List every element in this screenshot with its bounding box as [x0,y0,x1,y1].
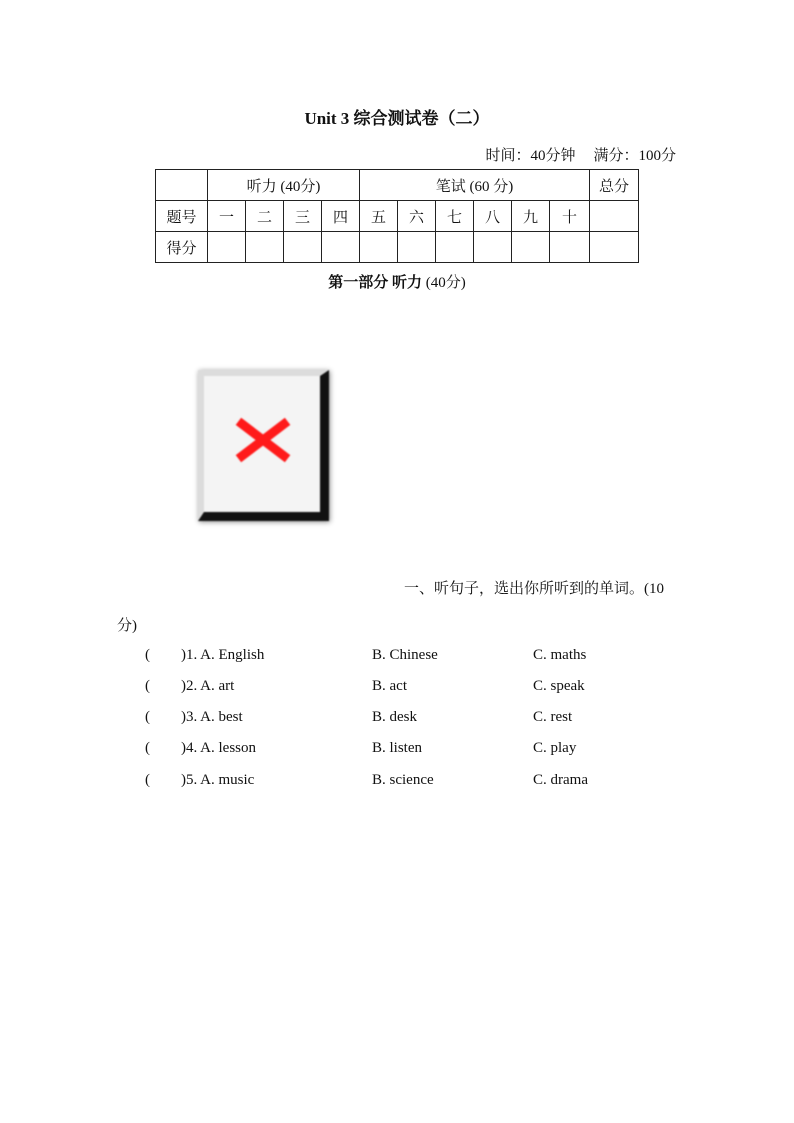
option-b: B. desk [372,709,417,725]
question-number-cell: 三 [284,201,322,232]
question-number-cell: 七 [436,201,474,232]
answer-blank-open: ( [145,772,150,788]
option-a: )3. A. best [181,709,243,725]
score-row [156,232,639,263]
total-header: 总分 [590,170,639,201]
answer-blank-open: ( [145,709,150,725]
option-b: B. listen [372,740,423,756]
question-number-cell: 八 [474,201,512,232]
section-one-instruction: 一、听句子，选出你所听到的单词。(10 [404,581,664,597]
option-c: C. rest [533,709,573,725]
listening-header: 听力 (40分) [208,170,360,201]
page-title: Unit 3 综合测试卷（二） [304,109,490,128]
question-number-cell: 六 [398,201,436,232]
answer-blank-open: ( [145,647,150,663]
score-cell [208,232,246,263]
score-cell [474,232,512,263]
part-one-points: (40分) [422,275,466,291]
option-a: )5. A. music [181,772,255,788]
exam-meta [485,144,676,165]
question-row [0,678,794,700]
section-one-instruction-continued: 分) [117,618,137,634]
score-cell [550,232,590,263]
question-number-cell: 二 [246,201,284,232]
answer-blank-open: ( [145,740,150,756]
score-label: 得分 [156,232,208,263]
question-row [0,772,794,794]
score-table-header-row [156,170,639,201]
option-c: C. drama [533,772,588,788]
option-c: C. maths [533,647,587,663]
question-row [0,740,794,762]
question-number-cell: 十 [550,201,590,232]
question-row [0,709,794,731]
question-number-cell: 一 [208,201,246,232]
time-limit: 时间：40分钟 [485,148,576,164]
score-cell [398,232,436,263]
score-cell [322,232,360,263]
question-number-cell: 九 [512,201,550,232]
option-b: B. Chinese [372,647,438,663]
option-b: B. science [372,772,434,788]
question-number-cell: 五 [360,201,398,232]
option-b: B. act [372,678,407,694]
question-number-row [156,201,639,232]
question-number-cell: 四 [322,201,360,232]
writing-header: 笔试 (60 分) [360,170,590,201]
full-score: 满分：100分 [593,148,676,164]
table-corner-cell [156,170,208,201]
score-cell [436,232,474,263]
part-one-heading [0,271,794,292]
option-a: )1. A. English [181,647,265,663]
score-cell [360,232,398,263]
option-a: )4. A. lesson [181,740,256,756]
option-c: C. play [533,740,577,756]
question-row [0,647,794,669]
total-blank-cell [590,201,639,232]
option-c: C. speak [533,678,585,694]
score-cell [284,232,322,263]
total-score-cell [590,232,639,263]
broken-image-placeholder [198,370,329,521]
part-one-title: 第一部分 听力 [328,275,422,291]
score-cell [246,232,284,263]
question-number-label: 题号 [156,201,208,232]
broken-image-icon [234,416,292,464]
answer-blank-open: ( [145,678,150,694]
option-a: )2. A. art [181,678,235,694]
score-table [155,169,639,263]
score-cell [512,232,550,263]
